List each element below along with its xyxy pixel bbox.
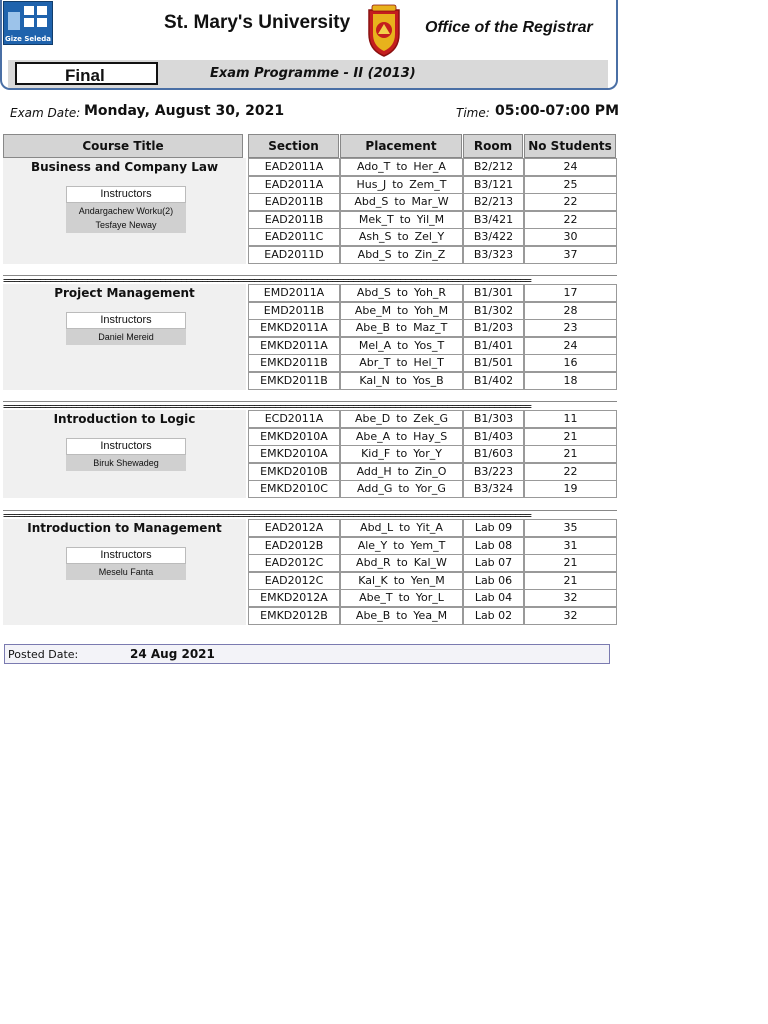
table-row: [3, 246, 617, 264]
section-cell: ECD2011A: [248, 410, 340, 428]
section-cell: EMKD2010A: [248, 428, 340, 446]
placement-cell: [340, 572, 463, 590]
placement-to: Zin_Z: [414, 248, 446, 261]
placement-joiner: to: [396, 447, 408, 461]
placement-to: Zin_O: [414, 464, 447, 478]
placement-cell: [340, 428, 463, 446]
placement-from: Abe_A: [355, 429, 391, 443]
course-title: Introduction to Management: [27, 521, 222, 535]
placement-cell: [340, 607, 463, 625]
placement-cell: [340, 176, 463, 194]
placement-from: Mel_A: [358, 338, 392, 352]
placement-to: Yem_T: [410, 538, 446, 552]
placement-joiner: to: [396, 429, 408, 443]
placement-from: Kal_K: [358, 573, 388, 587]
logo-square-icon: [37, 18, 47, 27]
placement-cell: [340, 193, 463, 211]
students-cell: 21: [524, 572, 617, 590]
placement-from: Add_H: [356, 464, 392, 478]
table-row: [3, 480, 617, 498]
section-cell: EAD2011C: [248, 228, 340, 246]
room-cell: Lab 04: [463, 589, 524, 607]
placement-cell: [340, 284, 463, 302]
placement-from: Abd_S: [357, 248, 392, 261]
section-cell: EAD2012C: [248, 554, 340, 572]
students-cell: 23: [524, 319, 617, 337]
placement-from: Kal_N: [359, 374, 390, 387]
placement-cell: [340, 302, 463, 320]
registrar-office: Office of the Registrar: [425, 19, 593, 36]
room-cell: B1/603: [463, 445, 524, 463]
placement-to: Yos_T: [414, 338, 445, 352]
section-cell: EAD2011B: [248, 193, 340, 211]
course-title: Introduction to Logic: [53, 412, 196, 426]
posted-date-value: 24 Aug 2021: [130, 647, 215, 661]
placement-joiner: to: [399, 212, 411, 226]
time-value: 05:00-07:00 PM: [495, 103, 620, 119]
placement-joiner: to: [396, 356, 408, 370]
table-row: [3, 537, 617, 555]
course-block: [3, 410, 617, 498]
course-block: [3, 284, 617, 390]
students-cell: 22: [524, 463, 617, 481]
placement-joiner: to: [392, 177, 404, 191]
placement-joiner: to: [397, 248, 409, 261]
placement-to: Yor_L: [415, 591, 444, 605]
room-cell: Lab 09: [463, 519, 524, 537]
room-cell: B1/403: [463, 428, 524, 446]
placement-cell: [340, 554, 463, 572]
placement-to: Kal_W: [413, 556, 447, 570]
placement-cell: [340, 319, 463, 337]
placement-to: Yen_M: [410, 573, 445, 587]
logo-text: Gize Seleda: [4, 35, 52, 43]
room-cell: Lab 07: [463, 554, 524, 572]
placement-joiner: to: [396, 412, 408, 425]
room-cell: B3/422: [463, 228, 524, 246]
table-row: [3, 554, 617, 572]
table-row: [3, 284, 617, 302]
placement-cell: [340, 537, 463, 555]
column-header-no-students: No Students: [524, 134, 616, 158]
placement-joiner: to: [396, 609, 408, 622]
instructor-name: Meselu Fanta: [98, 567, 154, 577]
placement-to: Maz_T: [413, 321, 448, 335]
section-cell: EAD2011A: [248, 158, 340, 176]
placement-to: Mar_W: [411, 195, 449, 209]
placement-to: Yil_M: [416, 212, 445, 226]
placement-joiner: to: [398, 591, 410, 605]
students-cell: 31: [524, 537, 617, 555]
students-cell: 25: [524, 176, 617, 194]
placement-from: Add_G: [357, 482, 393, 496]
section-cell: EMKD2011B: [248, 372, 340, 390]
placement-cell: [340, 463, 463, 481]
instructors-label: Instructors: [66, 312, 186, 329]
placement-from: Abr_T: [359, 356, 391, 370]
placement-to: Hay_S: [413, 429, 448, 443]
placement-cell: [340, 211, 463, 229]
course-block: [3, 158, 617, 264]
students-cell: 11: [524, 410, 617, 428]
placement-to: Yor_Y: [413, 447, 442, 461]
placement-from: Ale_Y: [357, 538, 388, 552]
column-header-course-title: Course Title: [3, 134, 243, 158]
placement-cell: [340, 228, 463, 246]
table-row: [3, 372, 617, 390]
table-row: [3, 302, 617, 320]
placement-cell: [340, 246, 463, 264]
course-separator: =====================================================================================================: [3, 510, 617, 521]
placement-from: Abd_S: [356, 286, 391, 299]
placement-from: Abd_S: [354, 195, 389, 209]
section-cell: EMKD2011A: [248, 319, 340, 337]
students-cell: 22: [524, 211, 617, 229]
students-cell: 21: [524, 428, 617, 446]
students-cell: 21: [524, 445, 617, 463]
placement-joiner: to: [393, 573, 405, 587]
room-cell: B1/303: [463, 410, 524, 428]
placement-joiner: to: [396, 556, 408, 570]
section-cell: EMKD2010C: [248, 480, 340, 498]
placement-from: Abe_M: [354, 303, 392, 317]
room-cell: B3/324: [463, 480, 524, 498]
placement-to: Yor_G: [415, 482, 446, 496]
students-cell: 24: [524, 158, 617, 176]
placement-from: Abe_B: [355, 609, 391, 622]
section-cell: EMKD2010B: [248, 463, 340, 481]
placement-to: Hel_T: [413, 356, 444, 370]
logo-square-icon: [24, 6, 34, 15]
placement-to: Yea_M: [413, 609, 448, 622]
placement-to: Zel_Y: [414, 230, 445, 244]
placement-to: Zem_T: [409, 177, 447, 191]
students-cell: 32: [524, 607, 617, 625]
students-cell: 17: [524, 284, 617, 302]
time-label: Time:: [456, 106, 490, 120]
section-cell: EMKD2012A: [248, 589, 340, 607]
room-cell: B1/401: [463, 337, 524, 355]
placement-from: Abd_R: [356, 556, 391, 570]
room-cell: B1/501: [463, 354, 524, 372]
course-title: Business and Company Law: [30, 160, 219, 174]
placement-from: Ado_T: [357, 160, 391, 173]
placement-joiner: to: [397, 464, 409, 478]
placement-joiner: to: [396, 321, 408, 335]
placement-from: Kid_F: [361, 447, 391, 461]
table-row: [3, 319, 617, 337]
placement-to: Yoh_R: [413, 286, 447, 299]
section-cell: EAD2012B: [248, 537, 340, 555]
room-cell: B2/212: [463, 158, 524, 176]
course-block: [3, 519, 617, 625]
room-cell: B1/301: [463, 284, 524, 302]
instructor-name: Andargachew Worku(2): [78, 206, 174, 216]
logo-arrow-icon: [8, 12, 20, 30]
placement-joiner: to: [397, 338, 409, 352]
placement-from: Abe_D: [355, 412, 391, 425]
placement-cell: [340, 410, 463, 428]
table-row: [3, 211, 617, 229]
course-separator: =====================================================================================================: [3, 275, 617, 286]
students-cell: 22: [524, 193, 617, 211]
students-cell: 16: [524, 354, 617, 372]
room-cell: B3/121: [463, 176, 524, 194]
room-cell: Lab 06: [463, 572, 524, 590]
section-cell: EMKD2010A: [248, 445, 340, 463]
section-cell: EAD2011B: [248, 211, 340, 229]
placement-joiner: to: [393, 538, 405, 552]
placement-from: Mek_T: [358, 212, 394, 226]
exam-date-label: Exam Date:: [10, 106, 81, 120]
table-row: [3, 176, 617, 194]
instructor-name: Daniel Mereid: [98, 332, 154, 342]
status-badge: Final: [15, 62, 158, 85]
logo-square-icon: [24, 18, 34, 27]
instructor-name: Biruk Shewadeg: [93, 458, 159, 468]
course-separator: =====================================================================================================: [3, 401, 617, 412]
students-cell: 18: [524, 372, 617, 390]
placement-cell: [340, 354, 463, 372]
table-row: [3, 193, 617, 211]
placement-cell: [340, 158, 463, 176]
gize-seleda-logo: [3, 1, 53, 45]
posted-date-label: Posted Date:: [8, 648, 79, 661]
students-cell: 24: [524, 337, 617, 355]
placement-cell: [340, 480, 463, 498]
placement-joiner: to: [396, 286, 408, 299]
placement-to: Yoh_M: [414, 303, 449, 317]
exam-date-value: Monday, August 30, 2021: [84, 103, 285, 119]
placement-from: Ash_S: [358, 230, 392, 244]
room-cell: B1/203: [463, 319, 524, 337]
room-cell: B1/402: [463, 372, 524, 390]
students-cell: 21: [524, 554, 617, 572]
students-cell: 30: [524, 228, 617, 246]
students-cell: 32: [524, 589, 617, 607]
placement-cell: [340, 337, 463, 355]
placement-to: Yos_B: [412, 374, 444, 387]
placement-joiner: to: [398, 482, 410, 496]
instructor-name: Tesfaye Neway: [95, 220, 157, 230]
placement-from: Hus_J: [356, 177, 387, 191]
university-seal-icon: [366, 4, 402, 58]
placement-cell: [340, 519, 463, 537]
placement-joiner: to: [397, 303, 409, 317]
section-cell: EAD2012A: [248, 519, 340, 537]
section-cell: EMD2011A: [248, 284, 340, 302]
table-row: [3, 354, 617, 372]
placement-from: Abe_T: [359, 591, 393, 605]
instructors-label: Instructors: [66, 547, 186, 564]
table-row: [3, 572, 617, 590]
table-row: [3, 410, 617, 428]
table-row: [3, 228, 617, 246]
section-cell: EMD2011B: [248, 302, 340, 320]
instructors-label: Instructors: [66, 186, 186, 203]
posted-date-bar: [4, 644, 610, 664]
instructors-label: Instructors: [66, 438, 186, 455]
table-row: [3, 158, 617, 176]
placement-to: Zek_G: [413, 412, 448, 425]
placement-to: Yit_A: [416, 521, 443, 534]
room-cell: Lab 08: [463, 537, 524, 555]
table-row: [3, 445, 617, 463]
students-cell: 35: [524, 519, 617, 537]
placement-joiner: to: [395, 374, 407, 387]
room-cell: B2/213: [463, 193, 524, 211]
section-cell: EMKD2011A: [248, 337, 340, 355]
placement-cell: [340, 589, 463, 607]
section-cell: EAD2011A: [248, 176, 340, 194]
room-cell: B1/302: [463, 302, 524, 320]
university-name: St. Mary's University: [164, 12, 351, 33]
column-header-room: Room: [463, 134, 523, 158]
placement-joiner: to: [399, 521, 411, 534]
placement-joiner: to: [396, 160, 408, 173]
logo-square-icon: [37, 6, 47, 15]
course-title: Project Management: [54, 286, 195, 300]
placement-from: Abd_L: [360, 521, 394, 534]
programme-title: Exam Programme - II (2013): [210, 66, 416, 81]
column-header-placement: Placement: [340, 134, 462, 158]
placement-to: Her_A: [413, 160, 446, 173]
students-cell: 28: [524, 302, 617, 320]
table-row: [3, 519, 617, 537]
room-cell: B3/223: [463, 463, 524, 481]
section-cell: EMKD2012B: [248, 607, 340, 625]
column-header-section: Section: [248, 134, 339, 158]
placement-from: Abe_B: [355, 321, 391, 335]
section-cell: EAD2012C: [248, 572, 340, 590]
table-row: [3, 428, 617, 446]
room-cell: B3/323: [463, 246, 524, 264]
students-cell: 19: [524, 480, 617, 498]
placement-joiner: to: [397, 230, 409, 244]
students-cell: 37: [524, 246, 617, 264]
section-cell: EAD2011D: [248, 246, 340, 264]
table-row: [3, 589, 617, 607]
section-cell: EMKD2011B: [248, 354, 340, 372]
table-row: [3, 337, 617, 355]
table-row: [3, 607, 617, 625]
room-cell: B3/421: [463, 211, 524, 229]
header-panel: [0, 0, 618, 90]
room-cell: Lab 02: [463, 607, 524, 625]
table-row: [3, 463, 617, 481]
placement-cell: [340, 372, 463, 390]
placement-cell: [340, 445, 463, 463]
placement-joiner: to: [394, 195, 406, 209]
